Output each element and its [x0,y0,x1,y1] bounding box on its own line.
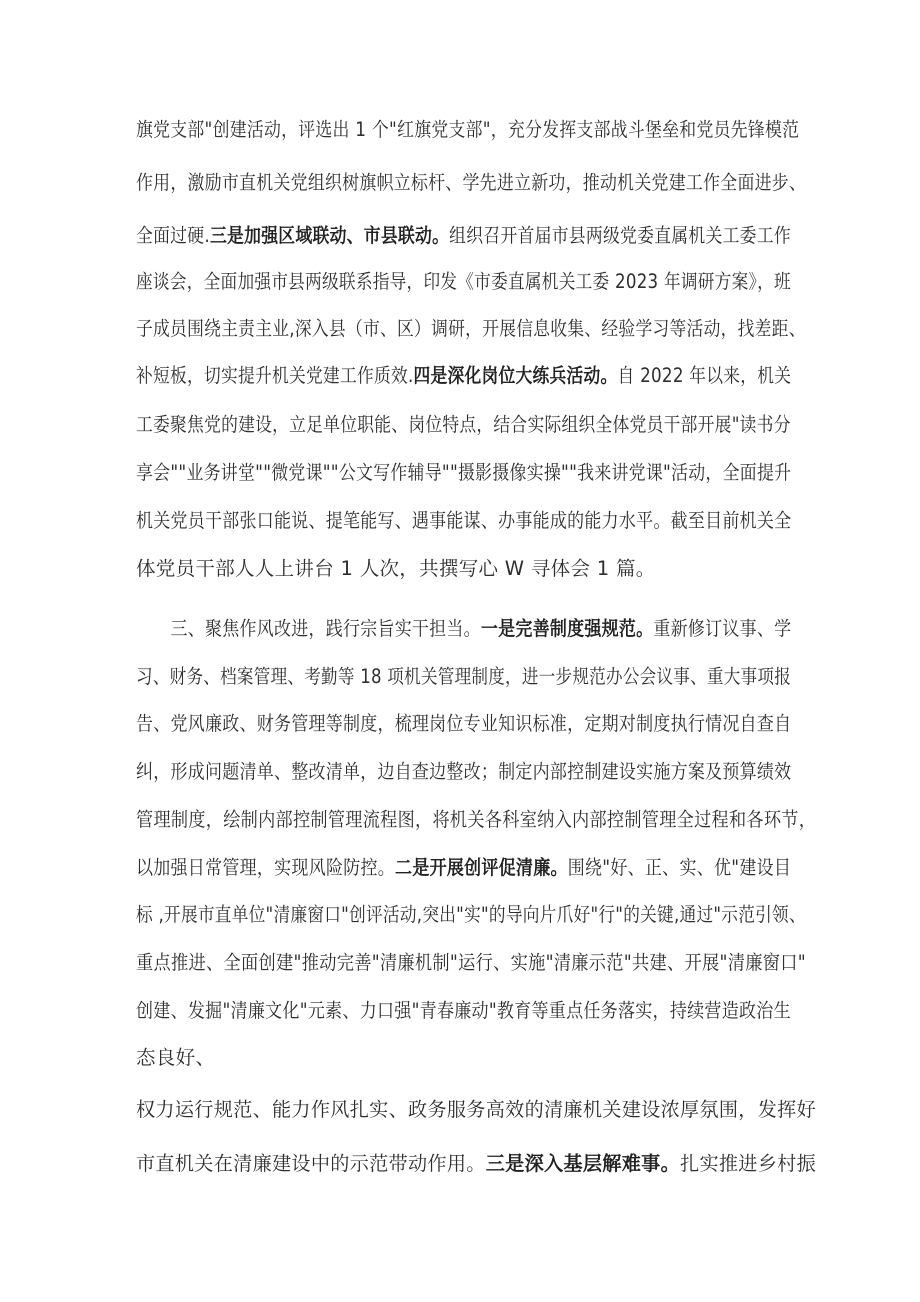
text-line [136,317,806,341]
text-line [136,509,791,533]
body-text: 体党员干部人人上讲台 1 人次，共撰写心 W 寻体会 1 篇。 [136,557,656,580]
text-line [136,760,791,784]
text-line [136,413,791,437]
body-text: 补短板，切实提升机关党建工作质效. [136,364,414,387]
text-line [136,856,791,880]
body-text: 组织召开首届市县两级党委直属机关工委工作 [449,224,791,247]
text-line [136,118,799,142]
body-text: 三、聚焦作风改进，践行宗旨实干担当。 [136,617,481,640]
text-line [136,270,791,294]
text-line [136,665,791,689]
bold-heading-text: 三是深入基层解难事。 [485,1152,681,1175]
text-line [136,1152,816,1176]
body-text: 工委聚焦党的建设，立足单位职能、岗位特点，结合实际组织全体党员干部开展"读书分 [136,413,791,436]
text-line [136,171,806,195]
bold-heading-text: 三是加强区域联动、市县联动。 [209,224,450,247]
body-text: 纠，形成问题清单、整改清单，边自查边整改；制定内部控制建设实施方案及预算绩效 [136,760,792,783]
text-line [136,999,791,1023]
body-text: 旗党支部"创建活动，评选出 1 个"红旗党支部"，充分发挥支部战斗堡垒和党员先锋模范 [136,118,800,141]
body-text: 机关党员干部张口能说、提笔能写、遇事能谋、办事能成的能力水平。截至目前机关全 [136,509,792,532]
body-text: 态良好、 [136,1046,216,1069]
body-text: 自 2022 年以来，机关 [617,364,792,387]
body-text: 扎实推进乡村振 [680,1152,817,1175]
body-text: 全面过硬. [136,224,210,247]
body-text: 座谈会，全面加强市县两级联系指导，印发《市委直属机关工委 2023 年调研方案》，班 [136,270,791,293]
text-line [136,903,806,927]
text-line [136,364,791,388]
body-text: 重点推进、全面创建"推动完善"清廉机制"运行、实施"清廉示范"共建、开展"清廉窗口" [136,951,806,974]
bold-heading-text: 二是开展创评促清廉。 [395,856,568,879]
text-line [136,1098,816,1122]
body-text: 创建、发掘"清廉文化"元素、力口强"青春廉动"教育等重点任务落实，持续营造政治生 [136,999,791,1022]
body-text: 围绕"好、正、实、优"建设目 [567,856,792,879]
body-text: 管理制度，绘制内部控制管理流程图，将机关各科室纳入内部控制管理全过程和各环节， [136,808,817,831]
body-text: 标 ,开展市直单位"清廉窗口"创评活动,突出"实"的导向片爪好"行"的关键,通过"示范引领、 [136,903,806,926]
text-line [136,617,791,641]
body-text: 告、党风廉政、财务管理等制度，梳理岗位专业知识标准，定期对制度执行情况自查自 [136,712,792,735]
body-text: 重新修订议事、学 [653,617,792,640]
body-text: 子成员围绕主责主业,深入县（市、区）调研，开展信息收集、经验学习等活动，找差距、 [136,317,806,340]
text-line [136,1046,215,1070]
text-line [136,224,791,248]
body-text: 享会""业务讲堂""微党课""公文写作辅导""摄影摄像实操""我来讲党课"活动，全面提升 [136,461,792,484]
bold-heading-text: 一是完善制度强规范。 [480,617,654,640]
text-line [136,712,791,736]
text-line [136,557,656,581]
body-text: 权力运行规范、能力作风扎实、政务服务高效的清廉机关建设浓厚氛围，发挥好 [136,1098,817,1121]
body-text: 市直机关在清廉建设中的示范带动作用。 [136,1152,486,1175]
text-line [136,461,791,485]
body-text: 习、财务、档案管理、考勤等 18 项机关管理制度，进一步规范办公会议事、重大事项报 [136,665,792,688]
body-text: 以加强日常管理，实现风险防控。 [136,856,396,879]
text-line [136,808,816,832]
bold-heading-text: 四是深化岗位大练兵活动。 [413,364,618,387]
body-text: 作用，激励市直机关党组织树旗帜立标杆、学先进立新功，推动机关党建工作全面进步、 [136,171,807,194]
text-line [136,951,806,975]
